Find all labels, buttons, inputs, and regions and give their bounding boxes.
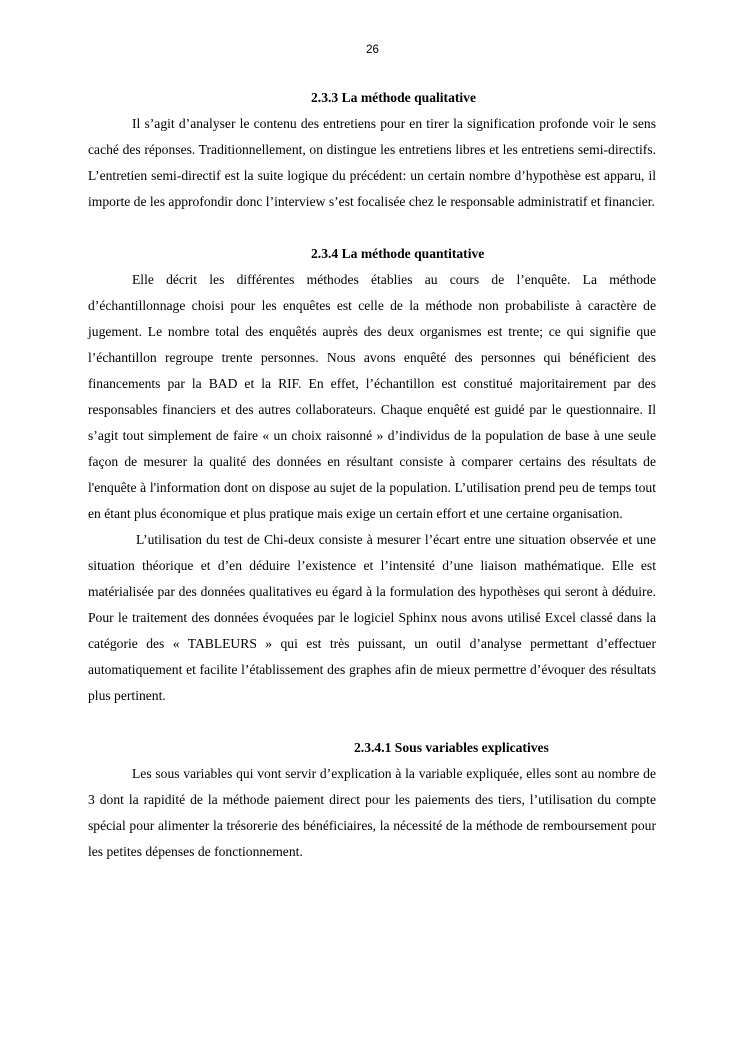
section-spacer <box>88 709 656 735</box>
page-number: 26 <box>366 44 379 56</box>
section-heading-qualitative: 2.3.3 La méthode qualitative <box>311 90 477 105</box>
qualitative-paragraph: Il s’agit d’analyser le contenu des entretiens pour en tirer la signification profonde voir le sens caché des réponses. Traditionnellement, on distingue les entretiens libres et les entretiens semi-directifs. L’entretien semi-directif est la suite logique du précédent: un certain nombre d’hypothèse est apparu, il importe de les approfondir donc l’interview s’est focalisée chez le responsable administratif et financier. <box>88 116 656 209</box>
explanatory-paragraph: Les sous variables qui vont servir d’explication à la variable expliquée, elles sont au nombre de 3 dont la rapidité de la méthode paiement direct pour les paiements des tiers, l’utilisation du compte spécial pour alimenter la trésorerie des bénéficiaires, la nécessité de la méthode de remboursement pour les petites dépenses de fonctionnement. <box>88 766 656 859</box>
quantitative-paragraph-1: Elle décrit les différentes méthodes établies au cours de l’enquête. La méthode d’échantillonnage choisi pour les enquêtes est celle de la méthode non probabiliste à caractère de jugement. Le nombre total des enquêtés auprès des deux organismes est trente; ce qui signifie que l’échantillon regroupe trente personnes. Nous avons enquêté des personnes qui bénéficient des financements par la BAD et la RIF. En effet, l’échantillon est constitué majoritairement par des responsables financiers et des autres collaborateurs. Chaque enquêté est guidé par le questionnaire. Il s’agit tout simplement de faire « un choix raisonné » d’individus de la population de base à une seule façon de mesurer la qualité des données en résultant consiste à comparer certains des résultats de l'enquête à l'information dont on dispose au sujet de la population. L’utilisation prend peu de temps tout en étant plus économique et plus pratique mais exige un certain effort et une certaine organisation. <box>88 272 656 521</box>
page-content <box>88 85 656 865</box>
section-spacer <box>88 215 656 241</box>
quantitative-paragraph-2: L’utilisation du test de Chi-deux consiste à mesurer l’écart entre une situation observée et une situation théorique et d’en déduire l’existence et l’intensité d’une liaison mathématique. Elle est matérialisée par des données qualitatives eu égard à la formulation des hypothèses qui seront à déduire. Pour le traitement des données évoquées par le logiciel Sphinx nous avons utilisé Excel classé dans la catégorie des « TABLEURS » qui est très puissant, un outil d’analyse permettant d’effectuer automatiquement et facilite l’établissement des graphes afin de mieux permettre d’évoquer des résultats plus pertinent. <box>88 532 656 703</box>
section-heading-explanatory: 2.3.4.1 Sous variables explicatives <box>354 740 549 755</box>
section-heading-quantitative: 2.3.4 La méthode quantitative <box>311 246 485 261</box>
